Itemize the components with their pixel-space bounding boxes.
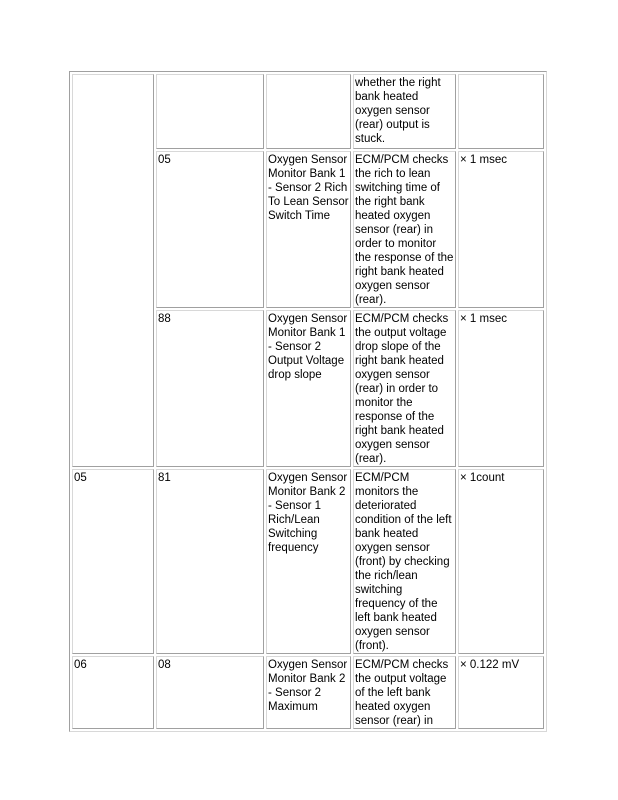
cid-cell: 05: [156, 151, 264, 308]
tid-cell: 06: [72, 656, 154, 729]
tid-cell: 05: [72, 469, 154, 654]
cid-cell: 08: [156, 656, 264, 729]
name-cell: Oxygen Sensor Monitor Bank 1 - Sensor 2 Output Voltage drop slope: [266, 310, 351, 467]
name-cell: Oxygen Sensor Monitor Bank 2 - Sensor 2 Maximum: [266, 656, 351, 729]
cid-cell: 88: [156, 310, 264, 467]
unit-cell: × 1count: [458, 469, 544, 654]
unit-cell: × 0.122 mV: [458, 656, 544, 729]
name-cell: Oxygen Sensor Monitor Bank 1 - Sensor 2 Rich To Lean Sensor Switch Time: [266, 151, 351, 308]
description-cell: ECM/PCM checks the output voltage of the left bank heated oxygen sensor (rear) in: [353, 656, 456, 729]
cid-cell: [156, 74, 264, 149]
unit-cell: × 1 msec: [458, 151, 544, 308]
name-cell: [266, 74, 351, 149]
unit-cell: [458, 74, 544, 149]
table-row: [72, 469, 544, 654]
cid-cell: 81: [156, 469, 264, 654]
tid-cell: [72, 74, 154, 467]
description-cell: whether the right bank heated oxygen sensor (rear) output is stuck.: [353, 74, 456, 149]
table-row: [72, 74, 544, 149]
table-row: [72, 656, 544, 729]
description-cell: ECM/PCM checks the rich to lean switching time of the right bank heated oxygen sensor (rear) in order to monitor the response of the right bank heated oxygen sensor (rear).: [353, 151, 456, 308]
name-cell: Oxygen Sensor Monitor Bank 2 - Sensor 1 Rich/Lean Switching frequency: [266, 469, 351, 654]
description-cell: ECM/PCM monitors the deteriorated condition of the left bank heated oxygen sensor (front) by checking the rich/lean switching frequency of the left bank heated oxygen sensor (front).: [353, 469, 456, 654]
unit-cell: × 1 msec: [458, 310, 544, 467]
description-cell: ECM/PCM checks the output voltage drop slope of the right bank heated oxygen sensor (rear) in order to monitor the response of the right bank heated oxygen sensor (rear).: [353, 310, 456, 467]
monitor-table: [69, 71, 547, 732]
